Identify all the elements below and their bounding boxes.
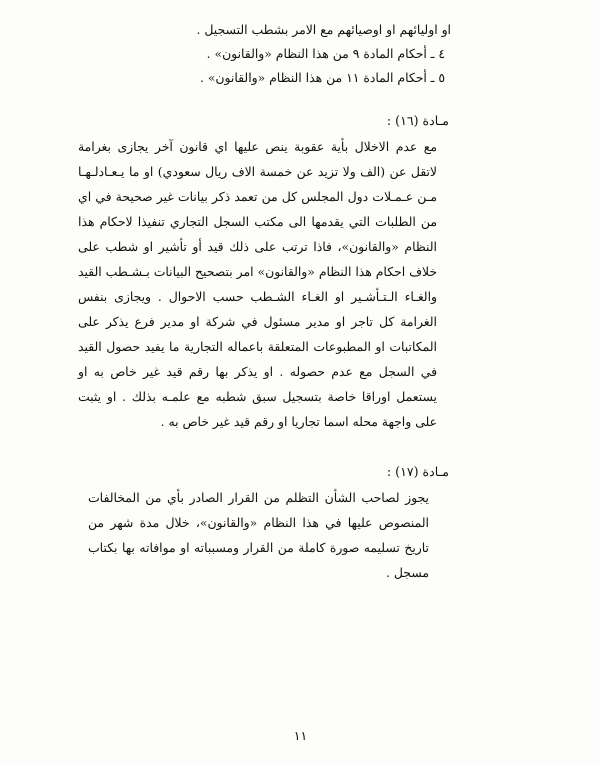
article-16-body bbox=[78, 134, 451, 435]
article-16-heading: مـادة (١٦) : bbox=[386, 112, 449, 128]
article-16 bbox=[78, 113, 451, 435]
article-17 bbox=[78, 464, 451, 585]
continued-clauses bbox=[78, 18, 451, 91]
clause-line-continued: او اوليائهم او اوصيائهم مع الامر بشطب التسجيل . bbox=[196, 22, 451, 37]
page-number: ١١ bbox=[293, 728, 308, 743]
article-17-body bbox=[78, 485, 451, 585]
clause-line-4: ٤ ـ أحكام المادة ٩ من هذا النظام «والقانون» . bbox=[206, 46, 445, 62]
article-17-paragraph: يجوز لصاحب الشأن التظلم من القرار الصادر بأي من المخالفات المنصوص عليها في هذا النظام «والقانون»، خلال مدة شهر من تاريخ تسليمه صورة كاملة من القرار ومسبباته او موافاته بها بكتاب مسجل . bbox=[88, 490, 429, 581]
article-17-heading: مـادة (١٧) : bbox=[386, 464, 449, 480]
article-16-paragraph: مع عدم الاخلال بأية عقوبة ينص عليها اي قانون آخر يجازى بغرامة لاتقل عن (الف ولا تزيد عن خمسة الاف ريال سعودي) او ما يـعـادلـهـا مـن عـمـلات دول المجلس كل من تعمد ذكر بيانات غير صحيحة في اي من الطلبات التي يقدمها الى مكتب السجل التجاري تنفيذا لاحكام هذا النظام «والقانون»، فاذا ترتب على ذلك قيد أو تأشير او شطب على خلاف احكام هذا النظام «والقانون» امر بتصحيح البيانات بـشـطب القيد والغـاء الـتـأشـير او الغـاء الشـطب حسب الاحوال . ويجازى بنفس الغرامة كل تاجر او مدير مسئول في شركة او مدير فرع يذكر على المكاتبات او المطبوعات المتعلقة باعماله التجارية ما يفيد حصول القيد في السجل مع عدم حصوله . او يذكر بها رقم قيد غير خاص به او يستعمل اوراقا خاصة بتسجيل سبق شطبه مع علمـه بذلك . او يثبت على واجهة محله اسما تجاريا او رقم قيد غير خاص به . bbox=[78, 138, 437, 430]
page-content bbox=[78, 18, 451, 585]
clause-line-5: ٥ ـ أحكام المادة ١١ من هذا النظام «والقانون» . bbox=[199, 70, 445, 86]
